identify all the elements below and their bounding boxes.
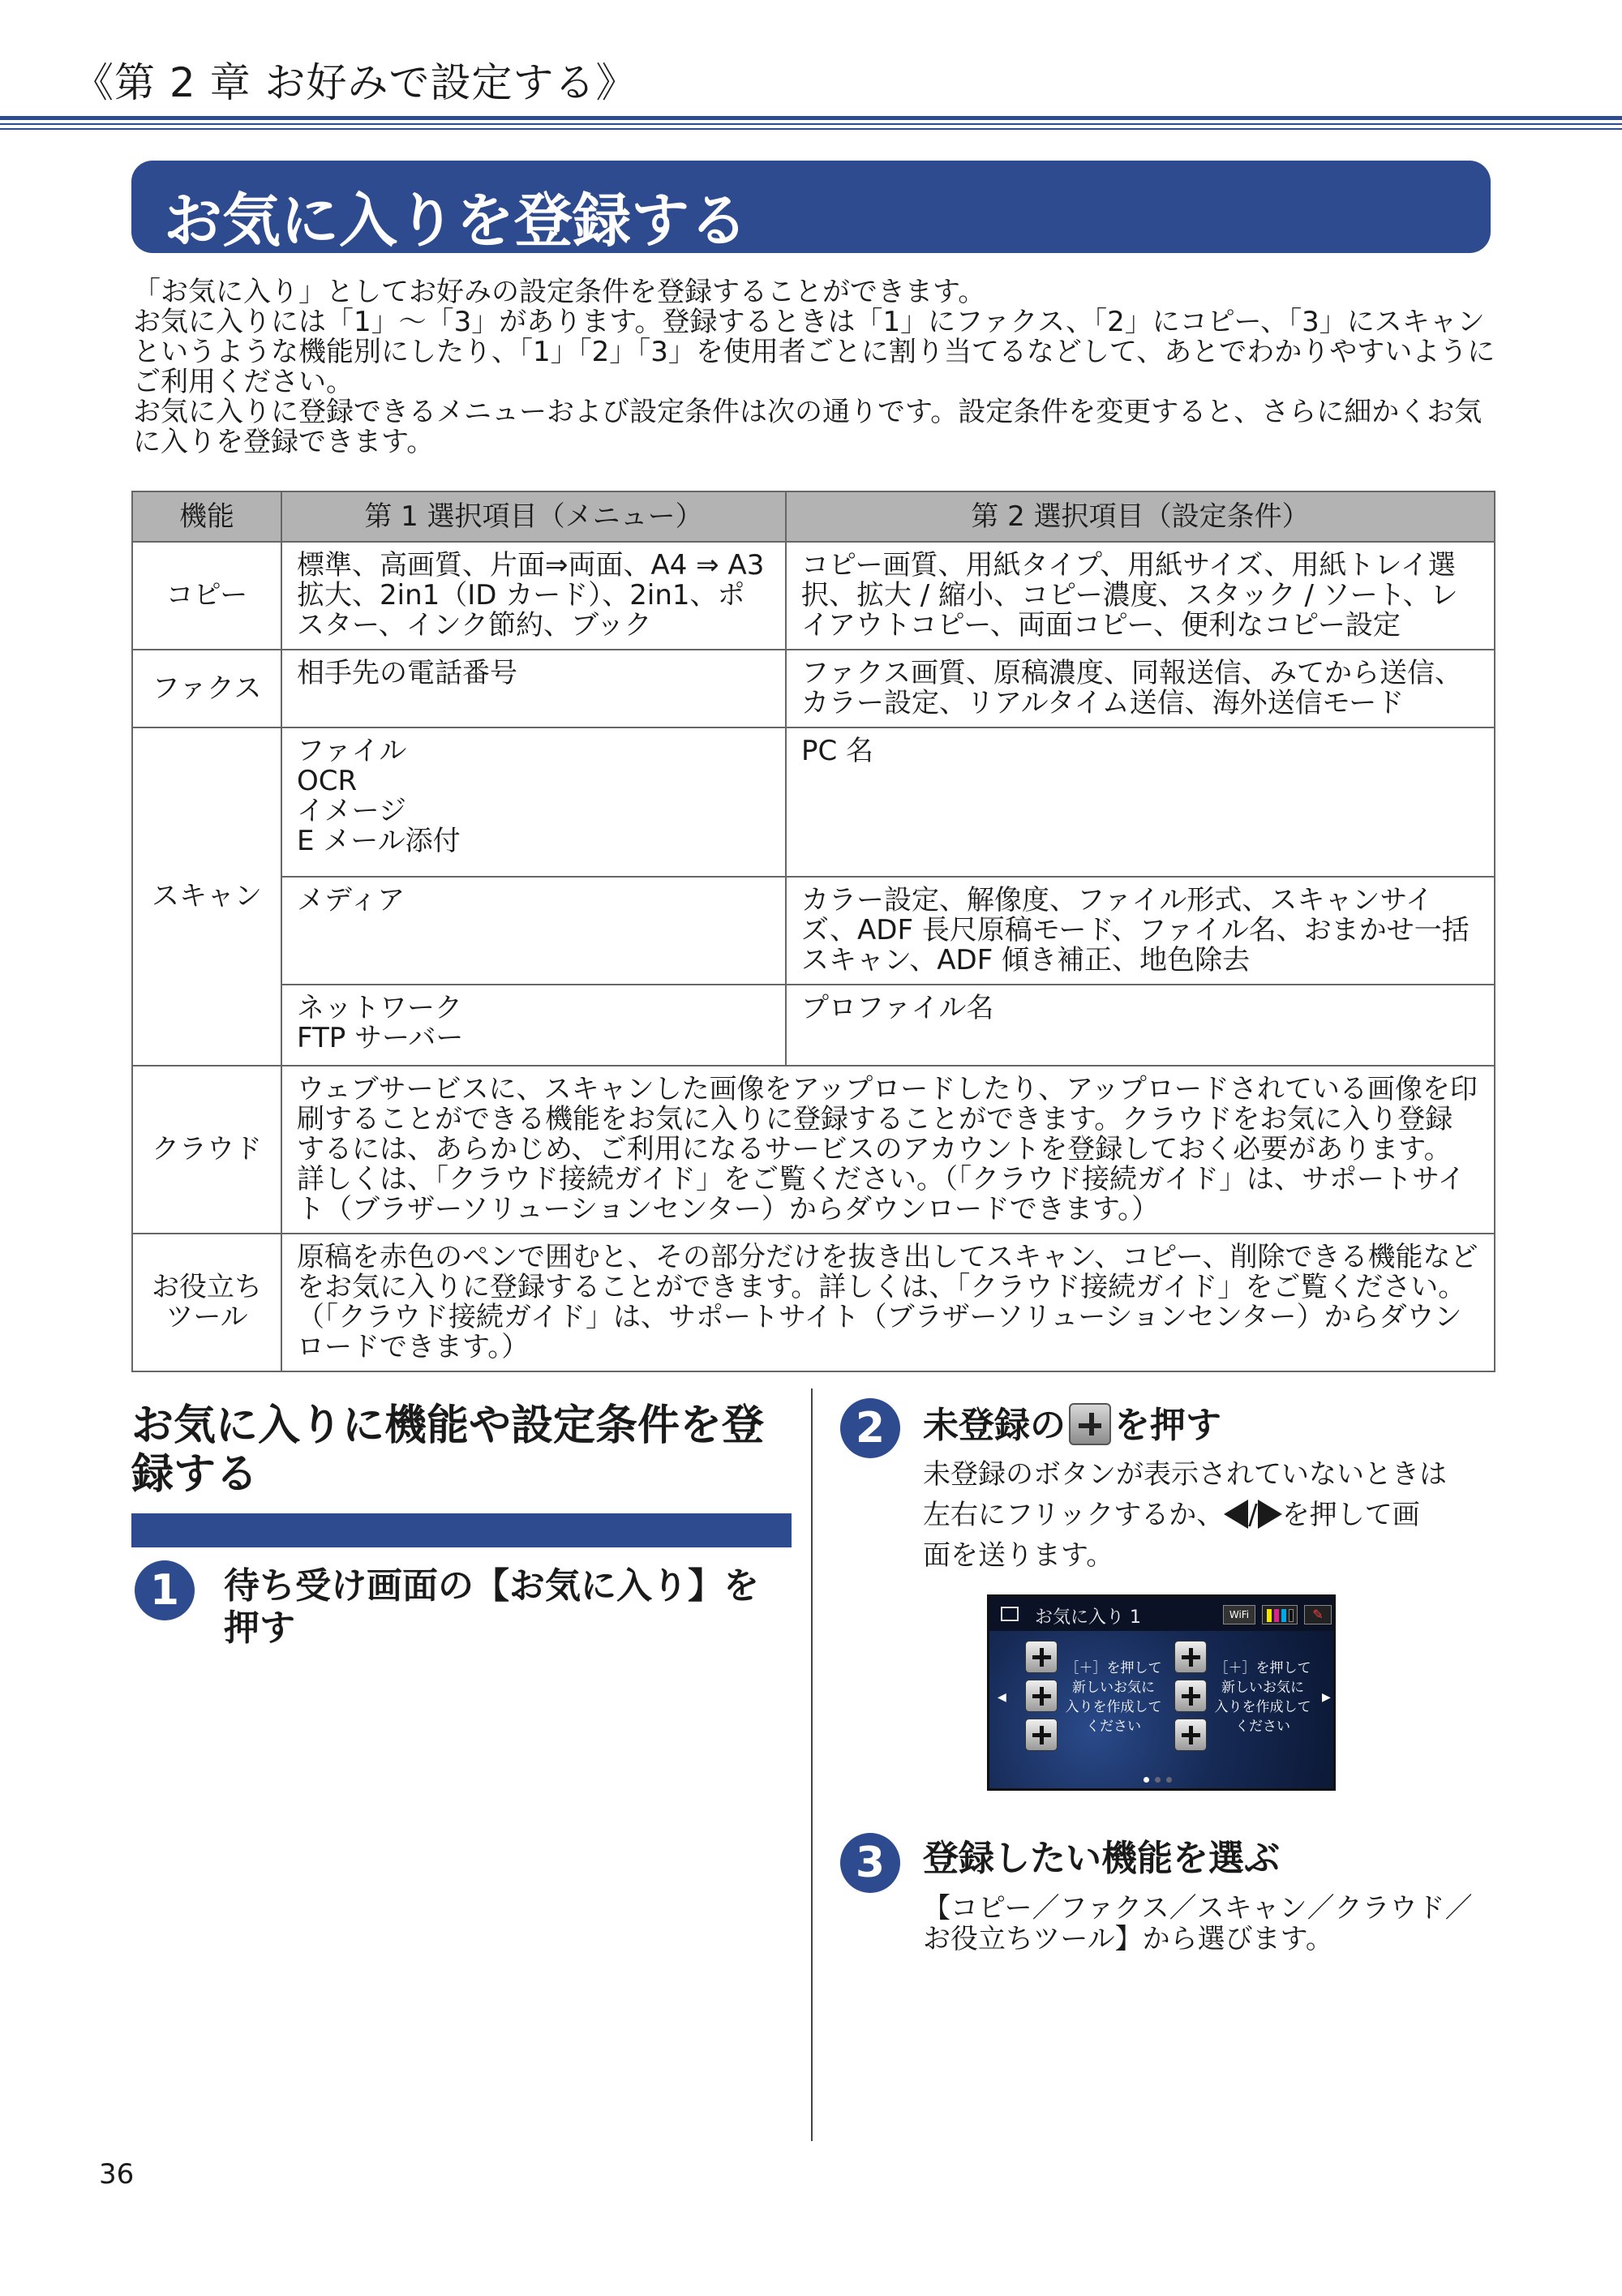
function-cell: コピー — [132, 542, 281, 650]
table-row — [132, 877, 1495, 985]
ink-bar — [1281, 1609, 1286, 1622]
menu-cell — [281, 985, 786, 1066]
function-label-line: お役立ち — [152, 1271, 262, 1303]
page-title: お気に入りを登録する — [164, 187, 749, 255]
left-arrow-icon — [1224, 1500, 1248, 1529]
table-row — [132, 985, 1495, 1066]
step-title-text: 未登録の — [923, 1405, 1066, 1446]
table-row — [132, 727, 1495, 877]
page-number: 36 — [99, 2158, 135, 2191]
header-rule-thick — [0, 116, 1622, 120]
settings-cell: PC 名 — [786, 727, 1495, 877]
step-body — [923, 1893, 1572, 1955]
menu-item: OCR — [297, 765, 358, 797]
step-title — [923, 1403, 1572, 1447]
lcd-panel-text — [1202, 1659, 1324, 1736]
step-body — [923, 1454, 1555, 1576]
lcd-text-line: ［＋］を押して — [1214, 1660, 1311, 1676]
right-arrow-icon — [1258, 1500, 1282, 1529]
column-divider — [811, 1388, 813, 2141]
description-cell — [281, 1066, 1495, 1234]
tools-icon: ✎ — [1304, 1605, 1332, 1624]
step-body-line: 【コピー／ファクス／スキャン／クラウド／ — [923, 1892, 1473, 1925]
settings-cell: コピー画質、用紙タイプ、用紙サイズ、用紙トレイ選択、拡大 / 縮小、コピー濃度、スタック / ソート、レイアウトコピー、両面コピー、便利なコピー設定 — [786, 542, 1495, 650]
page-indicator-dot — [1155, 1777, 1161, 1783]
menu-cell: 相手先の電話番号 — [281, 650, 786, 727]
table-header-row — [132, 491, 1495, 542]
table-row — [132, 1066, 1495, 1234]
table-header: 機能 — [132, 491, 281, 542]
step-body-text: 左右にフリックするか、 — [923, 1499, 1225, 1531]
function-cell: ファクス — [132, 650, 281, 727]
step-title-text: を押す — [1114, 1405, 1221, 1446]
settings-cell: ファクス画質、原稿濃度、同報送信、みてから送信、カラー設定、リアルタイム送信、海外送信モード — [786, 650, 1495, 727]
menu-cell: メディア — [281, 877, 786, 985]
step-title: 待ち受け画面の【お気に入り】を押す — [224, 1565, 759, 1649]
intro-text — [133, 277, 1495, 457]
step-body-line: 未登録のボタンが表示されていないときは — [923, 1458, 1447, 1491]
menu-item: ファイル — [297, 735, 407, 767]
home-icon — [1001, 1607, 1019, 1621]
ink-bar — [1289, 1609, 1294, 1622]
lcd-panel-text — [1053, 1659, 1174, 1736]
plus-button-icon — [1069, 1403, 1111, 1445]
step-body-text: を押して画 — [1281, 1499, 1420, 1531]
table-row — [132, 542, 1495, 650]
feature-table — [131, 491, 1495, 1372]
settings-cell: カラー設定、解像度、ファイル形式、スキャンサイズ、ADF 長尺原稿モード、ファイル名、おまかせ一括スキャン、ADF 傾き補正、地色除去 — [786, 877, 1495, 985]
table-row — [132, 650, 1495, 727]
step-body-line: 面を送ります。 — [923, 1539, 1114, 1572]
lcd-text-line: ［＋］を押して — [1065, 1660, 1162, 1676]
wifi-icon: WiFi — [1223, 1605, 1255, 1624]
header-rule-thin — [0, 123, 1622, 125]
page-indicator-dot — [1166, 1777, 1172, 1783]
chapter-heading: 《第 2 章 お好みで設定する》 — [73, 59, 637, 106]
function-label-line: ツール — [165, 1301, 248, 1333]
lcd-text-line: 入りを作成して — [1065, 1699, 1162, 1715]
lcd-text-line: 新しいお気に — [1221, 1680, 1304, 1696]
lcd-right-arrow-icon: ▶ — [1322, 1691, 1331, 1704]
title-banner — [131, 161, 1491, 253]
step-number-badge: 2 — [840, 1398, 900, 1458]
lcd-title: お気に入り 1 — [1035, 1607, 1141, 1628]
step-title: 登録したい機能を選ぶ — [923, 1838, 1280, 1879]
section-heading: お気に入りに機能や設定条件を登録する — [131, 1401, 765, 1499]
ink-bar — [1274, 1609, 1279, 1622]
settings-cell: プロファイル名 — [786, 985, 1495, 1066]
step-body-line — [923, 1495, 1555, 1535]
step-number-badge: 1 — [135, 1560, 195, 1620]
function-cell: クラウド — [132, 1066, 281, 1234]
menu-cell: 標準、高画質、片面⇒両面、A4 ⇒ A3 拡大、2in1（ID カード）、2in1、ポスター、インク節約、ブック — [281, 542, 786, 650]
header-rule-thin-2 — [0, 128, 1622, 130]
function-cell — [132, 1234, 281, 1371]
menu-cell — [281, 727, 786, 877]
slash-text: / — [1248, 1499, 1258, 1531]
function-cell: スキャン — [132, 727, 281, 1066]
lcd-text-line: 新しいお気に — [1072, 1680, 1155, 1696]
section-bar — [131, 1513, 792, 1547]
intro-paragraph: 「お気に入り」としてお好みの設定条件を登録することができます。 — [133, 276, 986, 308]
lcd-text-line: ください — [1086, 1719, 1141, 1735]
menu-item: FTP サーバー — [297, 1022, 464, 1054]
table-header: 第 2 選択項目（設定条件） — [786, 491, 1495, 542]
lcd-left-arrow-icon: ◀ — [998, 1691, 1006, 1704]
table-header: 第 1 選択項目（メニュー） — [281, 491, 786, 542]
ink-level-icon — [1262, 1605, 1298, 1624]
description-text: 詳しくは、「クラウド接続ガイド」をご覧ください。（「クラウド接続ガイド」は、サポートサイト（ブラザーソリューションセンター）からダウンロードできます。） — [297, 1163, 1465, 1225]
table-row — [132, 1234, 1495, 1371]
menu-item: イメージ — [297, 795, 406, 827]
menu-item: ネットワーク — [297, 992, 462, 1024]
description-text: ウェブサービスに、スキャンした画像をアップロードしたり、アップロードされている画像を印刷することができる機能をお気に入りに登録することができます。クラウドをお気に入り登録するには、あらかじめ、ご利用になるサービスのアカウントを登録しておく必要があります。 — [297, 1073, 1478, 1165]
intro-paragraph: お気に入りに登録できるメニューおよび設定条件は次の通りです。設定条件を変更すると、さらに細かくお気に入りを登録できます。 — [133, 396, 1483, 458]
description-cell: 原稿を赤色のペンで囲むと、その部分だけを抜き出してスキャン、コピー、削除できる機能などをお気に入りに登録することができます。詳しくは、「クラウド接続ガイド」をご覧ください。（「クラウド接続ガイド」は、サポートサイト（ブラザーソリューションセンター）からダウンロードできます。） — [281, 1234, 1495, 1371]
step-number-badge: 3 — [840, 1833, 900, 1893]
lcd-screen-image — [987, 1594, 1336, 1791]
step-body-line: お役立ちツール】から選びます。 — [923, 1923, 1333, 1955]
menu-item: E メール添付 — [297, 825, 461, 857]
intro-paragraph: お気に入りには「1」～「3」があります。登録するときは「1」にファクス、「2」にコピー、「3」にスキャンというような機能別にしたり、「1」「2」「3」を使用者ごとに割り当てるなどして、あとでわかりやすいようにご利用ください。 — [133, 306, 1495, 398]
lcd-text-line: 入りを作成して — [1214, 1699, 1311, 1715]
lcd-text-line: ください — [1235, 1719, 1290, 1735]
ink-bar — [1267, 1609, 1272, 1622]
page-indicator-dot — [1144, 1777, 1149, 1783]
